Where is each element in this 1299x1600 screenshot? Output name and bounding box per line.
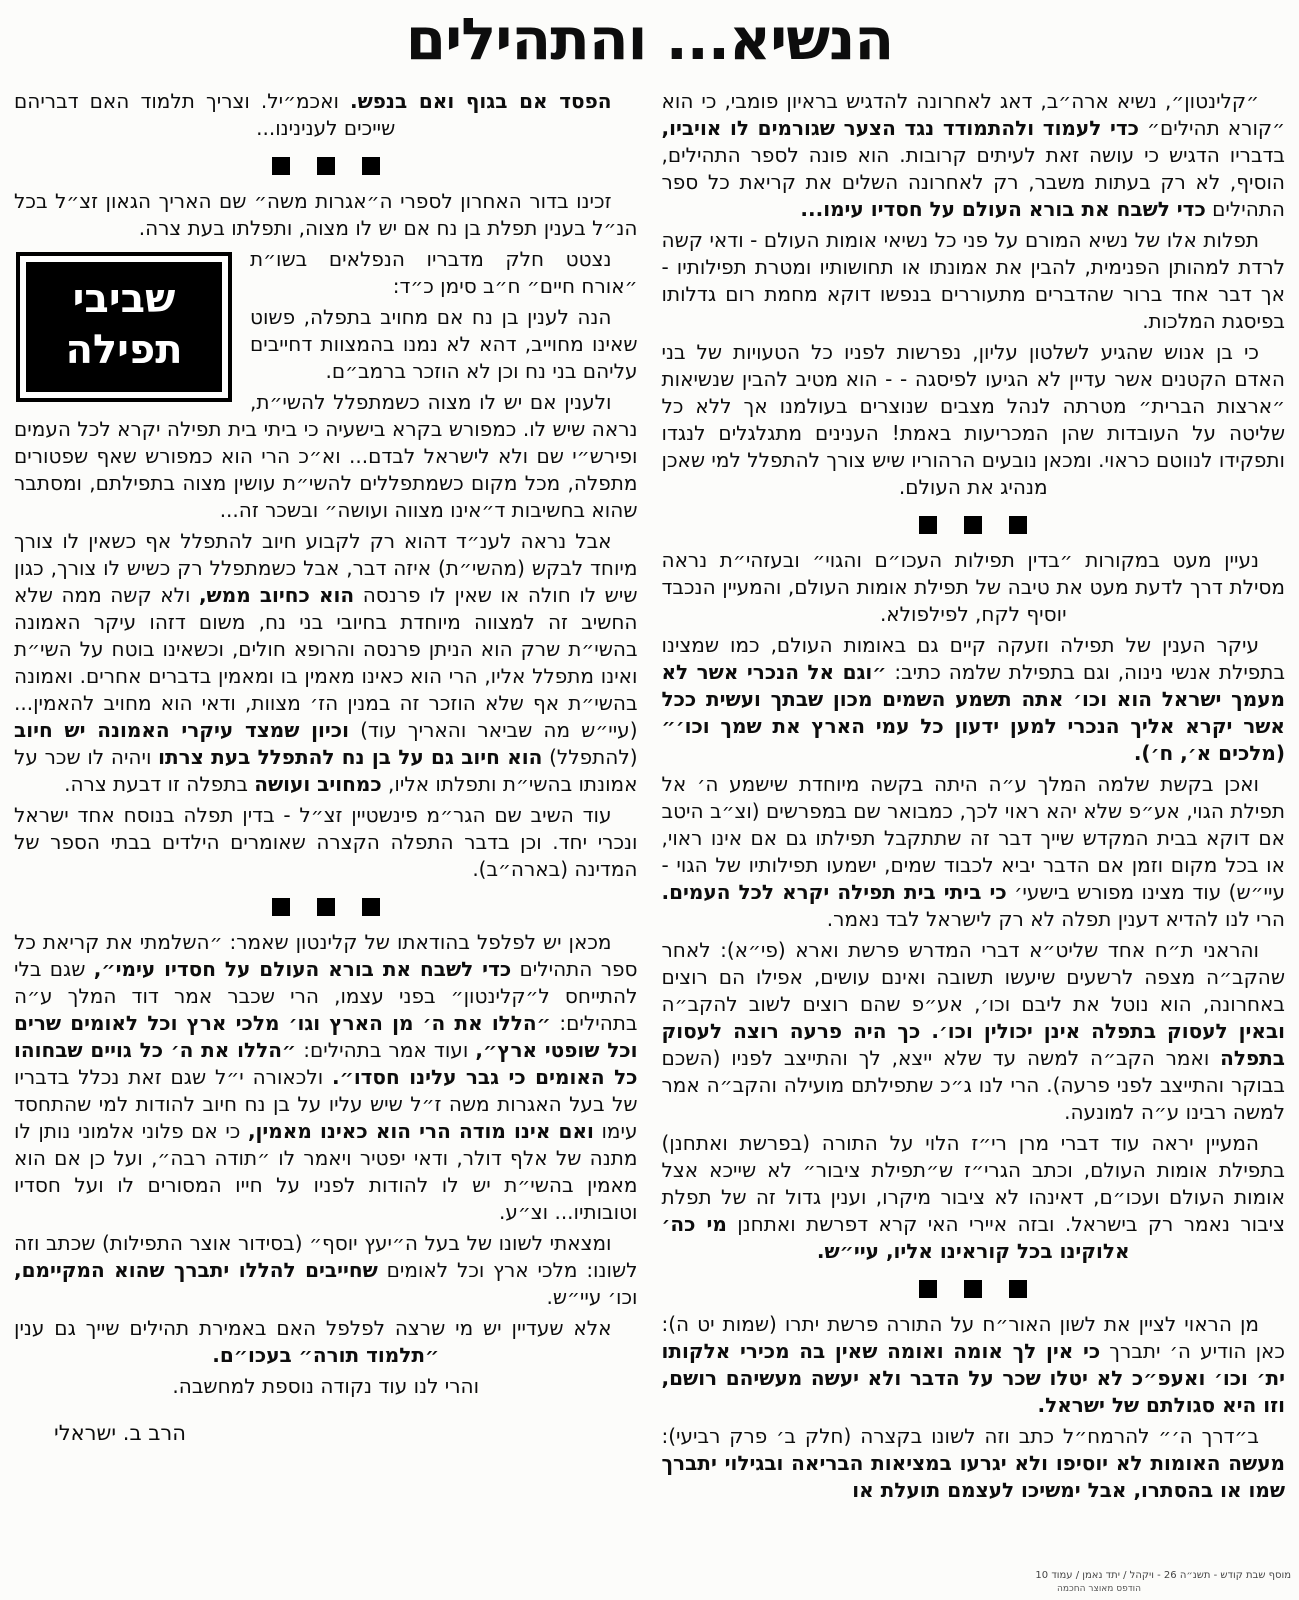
text-run: ולענין אם יש לו מצוה כשמתפלל להשי״ת, נראה שיש לו. כמפורש בקרא בישעיה כי ביתי בית תפילה יקרא לכל העמים ופירש״י שם ולא לישראל לבדם... וא״כ הרי הוא כמפורש שאף שפטורים מתפלה, מכל מקום כשמתפללים להשי״ת עושין מצוה בתפילתם, ומסתבר שהוא בחשיבות ד״אינו מצווה ועושה״ ובשכר זה...	[14, 389, 638, 522]
text-run: ״קלינטון״, נשיא ארה״ב, דאג לאחרונה להדגיש בראיון פומבי, כי הוא ״קורא תהילים״	[661, 88, 1285, 140]
text-run: ועוד אמר בתהילים:	[296, 1037, 476, 1062]
separator-square-icon	[1009, 516, 1027, 534]
bold-text-run: ובאין לעסוק בתפלה אינן יכולין וכו׳. כך היה פרעה רוצה לעסוק בתפלה	[661, 1018, 1285, 1070]
article-paragraph	[662, 88, 1286, 223]
separator-square-icon	[919, 516, 937, 534]
text-run: ב״דרך ה׳״ להרמח״ל כתב וזה לשונו בקצרה (חלק ב׳ פרק רביעי):	[661, 1423, 1259, 1448]
text-run: ויהיה לו שכר על אמונתו בהשי״ת ותפלתו אליו,	[14, 744, 638, 796]
footer-citation: מוסף שבת קודש - תשנ״ה 26 - ויקהל / יתד נאמן / עמוד 10	[1035, 1570, 1291, 1582]
page-footer	[1035, 1569, 1291, 1595]
bold-text-run: ״תלמוד תורה״ בעכו״ם.	[212, 1342, 440, 1367]
page-title: הנשיא... והתהילים	[405, 5, 894, 73]
separator-square-icon	[362, 157, 380, 175]
section-separator	[14, 898, 638, 916]
text-run: המעיין יראה עוד דברי מרן רי״ז הלוי על התורה (בפרשת ואתחנן) בתפילת אומות העולם, וכתב הגרי״ז ש״תפילת ציבור״ לא שייכא אצל אומות העולם ועכו״ם, דאינהו לא ציבור מיקרו, וענין גדול זה של תפלת ציבור נאמר רק בישראל. ובזה איירי האי קרא דפרשת ואתחנן	[661, 1130, 1285, 1236]
text-run: מן הראוי לציין את לשון האור״ח על התורה פרשת יתרו (שמות יט ה): כאן הודיע ה׳ יתברך	[661, 1311, 1285, 1363]
separator-square-icon	[272, 898, 290, 916]
text-run: אבל נראה לענ״ד דהוא רק לקבוע חיוב להתפלל אף כשאין לו צורך מיוחד לבקש (מהשי״ת) איזה דבר, אבל כשמתפלל רק כשיש לו צורך, כגון שיש לו חולה או שאין לו פרנסה	[14, 528, 638, 607]
text-run: (להתפלל)	[542, 744, 638, 769]
bold-text-run: כדי לשבח את בורא העולם על חסדיו עימי״,	[93, 956, 512, 981]
text-run: הרי לנו להדיא דענין תפלה לא רק לישראל לבד נאמר.	[826, 906, 1285, 931]
text-run: ולא קשה ממה שלא החשיב זה למצווה מיוחדת בחיובי בני נח, משום דזהו עיקר האמונה בהשי״ת שרק הוא הניתן פרנסה והרופא חולים, וכשאינו בוטח על השי״ת ואינו מתפלל אליו, הרי הוא כאינו מאמין בו ומאמין בדברים אחרים. ואמונה בהשי״ת אף שלא הוזכר זה במנין הז׳ מצוות, ודאי הוא מחויב להאמין... (עיי״ש מה שביאר והאריך עוד)	[14, 582, 638, 742]
article-paragraph	[662, 227, 1286, 335]
article-paragraph	[662, 547, 1286, 628]
shivivei-tefilla-box	[16, 252, 232, 402]
bold-text-run: ואם אינו מודה הרי הוא כאינו מאמין,	[247, 1118, 594, 1143]
text-run: וכו׳ עיי״ש.	[546, 1284, 638, 1309]
article-paragraph	[14, 528, 638, 798]
section-separator	[14, 157, 638, 175]
bold-text-run: מי כה׳ אלוקינו בכל קוראינו אליו, עיי״ש.	[661, 1211, 1130, 1263]
separator-square-icon	[919, 1280, 937, 1298]
text-run: זכינו בדור האחרון לספרי ה״אגרות משה״ שם האריך הגאון זצ״ל בכל הנ״ל בענין תפלת בן נח אם יש לו מצוה, ותפלתו בעת צרה.	[14, 188, 638, 240]
article-paragraph	[662, 632, 1286, 767]
text-run: תפלות אלו של נשיא המורם על פני כל נשיאי אומות העולם - ודאי קשה לרדת למהותן הפנימית, להבין את אמונתו או תחושותיו ומטרת תפילותיו - אך דבר אחד ברור שהדברים מתעוררים בנפשו דוקא מחמת רום גדלותו בפיסגת המלכות.	[661, 227, 1285, 333]
box-label-line: שביבי	[72, 275, 176, 322]
article-paragraph	[662, 1130, 1286, 1265]
bold-text-run: מעשה האומות לא יוסיפו ולא יגרעו במציאות הבריאה ובגילוי יתברך שמו או בהסתרו, אבל ימשיכו לעצמם תועלת או	[661, 1450, 1285, 1502]
bold-text-run: ״הללו את ה׳ מן הארץ וגו׳ מלכי ארץ וכל לאומים שרים וכל שופטי ארץ״,	[14, 1010, 638, 1062]
separator-square-icon	[964, 1280, 982, 1298]
text-run: עיקר הענין של תפילה וזעקה קיים גם באומות העולם, כמו שמצינו בתפילת אנשי נינוה, וגם בתפילת שלמה כתיב:	[661, 632, 1285, 684]
bold-text-run: כי ביתי בית תפילה יקרא לכל העמים.	[661, 879, 1007, 904]
text-run: בדבריו הדגיש כי עושה זאת לעיתים קרובות. הוא פונה לספר התהילים, הוסיף, לא רק בעתות משבר, רק לאחרונה השלים את קריאת כל ספר התהילים	[661, 142, 1285, 221]
author-signature: הרב ב. ישראלי	[54, 1420, 186, 1445]
bold-text-run: הוא חיוב גם על בן נח להתפלל בעת צרתו	[158, 744, 543, 769]
bold-text-run: הוא כחיוב ממש,	[198, 582, 355, 607]
text-run: והראני ת״ח אחד שליט״א דברי המדרש פרשת וארא (פי״א): לאחר שהקב״ה מצפה לרשעים שיעשו תשובה ואינם עושים, אפילו הם רוצים באחרונה, הוא נוטל את ליבם וכו׳, אע״פ שהם רוצים לשוב להקב״ה	[661, 937, 1285, 1016]
text-run: אלא שעדיין יש מי שרצה לפלפל האם באמירת תהילים שייך גם ענין	[14, 1315, 612, 1340]
bold-text-run: כדי לעמוד ולהתמודד נגד הצער שגורמים לו אויביו,	[661, 115, 1139, 140]
text-run: ולכאורה י״ל שגם זאת נכלל בדבריו של בעל האגרות משה ז״ל שיש עליו על בן נח חיוב להודות למי שהתחסד עימו	[14, 1064, 638, 1143]
separator-square-icon	[317, 898, 335, 916]
article-paragraph	[662, 771, 1286, 933]
bold-text-run: כמחויב ועושה	[254, 771, 382, 796]
section-separator	[662, 1280, 1286, 1298]
article-paragraph	[662, 1311, 1286, 1419]
text-run: ואכמ״יל. וצריך תלמוד האם דבריהם שייכים לענינינו...	[14, 88, 396, 140]
text-run: ואמר הקב״ה למשה עד שלא ייצא, לך והתייצב לפניו (השכם בבוקר והתייצב לפני פרעה). הרי לנו ג״כ שתפילתם מועילה והקב״ה אמר למשה רבינו ע״ה למונעה.	[661, 1045, 1285, 1124]
separator-square-icon	[362, 898, 380, 916]
bold-text-run: ״הללו את ה׳ כל גויים שבחוהו כל האומים כי גבר עלינו חסדו״.	[14, 1037, 638, 1089]
text-run: נצטט חלק מדבריו הנפלאים בשו״ת ״אורח חיים״ ח״ב סימן כ״ד:	[250, 246, 638, 298]
text-run: שגם בלי להתייחס ל״קלינטון״ בפני עצמו, הרי שכבר אמר דוד המלך ע״ה בתהילים:	[14, 956, 638, 1035]
text-run: הנה לענין בן נח אם מחויב בתפלה, פשוט שאינו מחוייב, דהא לא נמנו בהמצוות דחייבים עליהם בני נח וכן לא הוזכר ברמב״ם.	[250, 304, 638, 383]
text-run: כי בן אנוש שהגיע לשלטון עליון, נפרשות לפניו כל הטעויות של בני האדם הקטנים אשר עדיין לא הגיעו לפיסגה - - הוא מטיב להבין שנשיאות ״ארצות הברית״ מטרתה לנהל מצבים שנוצרים בעולמנו אך ללא כל שליטה על העובדות שהן המכריעות באמת! הענינים מתגלגלים לנגדו ותפקידו לנווטם כראוי. ומכאן נובעים הרהוריו שיש צורך להתפלל למי שאכן מנהיג את העולם.	[661, 339, 1285, 499]
article-paragraph	[14, 1315, 638, 1369]
article-paragraph	[662, 937, 1286, 1126]
bold-text-run: וכיון שמצד עיקרי האמונה יש חיוב	[14, 717, 349, 742]
bold-text-run: שחייבים להללו יתברך שהוא המקיימם,	[14, 1257, 378, 1282]
article-paragraph	[14, 188, 638, 242]
bold-text-run: הפסד אם בגוף ואם בנפש.	[350, 88, 612, 113]
article-paragraph	[662, 339, 1286, 501]
column-left	[14, 88, 638, 1451]
text-run: בתפלה זו דבעת צרה.	[64, 771, 255, 796]
bold-text-run: ״וגם אל הנכרי אשר לא מעמך ישראל הוא וכו׳ אתה תשמע השמים מכון שבתך ועשית ככל אשר יקרא אליך הנכרי למען ידעון כל עמי הארץ את שמך וכו׳״ (מלכים א׳, ח׳).	[661, 659, 1285, 765]
article-paragraph	[14, 1373, 638, 1400]
column-right	[662, 88, 1286, 1508]
separator-square-icon	[1009, 1280, 1027, 1298]
text-run: כי אם פלוני אלמוני נותן לו מתנה של אלף דולר, ודאי יפטיר ויאמר לו ״תודה רבה״, ועל כן אם הוא מאמין בהשי״ת יש לו להודות לפניו על חייו המסורים לו ועל חסדיו וטובותיו... וצ״ע.	[14, 1118, 638, 1224]
separator-square-icon	[317, 157, 335, 175]
article-paragraph	[14, 389, 638, 524]
text-run: והרי לנו עוד נקודה נוספת למחשבה.	[172, 1373, 480, 1398]
text-run: מכאן יש לפלפל בהודאתו של קלינטון שאמר: ״השלמתי את קריאת כל ספר התהילים	[14, 929, 638, 981]
article-paragraph	[14, 929, 638, 1226]
article-columns	[14, 88, 1285, 1508]
article-paragraph	[14, 802, 638, 883]
text-run: ומצאתי לשונו של בעל ה״יעץ יוסף״ (בסידור אוצר התפילות) שכתב וזה לשונו: מלכי ארץ וכל לאומים	[14, 1230, 638, 1282]
article-paragraph	[14, 88, 638, 142]
section-separator	[662, 516, 1286, 534]
shivivei-tefilla-label	[26, 262, 222, 392]
separator-square-icon	[964, 516, 982, 534]
separator-square-icon	[272, 157, 290, 175]
text-run: ואכן בקשת שלמה המלך ע״ה היתה בקשה מיוחדת שישמע ה׳ אל תפילת הגוי, אע״פ שלא יהא ראוי לכך, כמבואר שם במפרשים (וצ״ב היטב אם דוקא בבית המקדש שייך דבר זה שתתקבל תפילתו גם אם אינו ראוי, או בכל מקום וזמן אם הדבר יביא לכבוד שמים, ישמעו תפילותיו של הגוי - עיי״ש) עוד מצינו מפורש בישעי׳	[661, 771, 1285, 904]
article-paragraph	[14, 1230, 638, 1311]
bold-text-run: כדי לשבח את בורא העולם על חסדיו עימו...	[800, 196, 1206, 221]
article-paragraph	[662, 1423, 1286, 1504]
box-label-line: תפילה	[65, 326, 183, 373]
bold-text-run: כי אין לך אומה ואומה שאין בה מכירי אלקותו ית׳ וכו׳ ואעפ״כ לא יטלו שכר על הדבר ולא יעשה מעשיהם רושם, וזו היא סגולתם של ישראל.	[661, 1338, 1285, 1417]
footer-watermark: הודפס מאוצר החכמה	[1057, 1583, 1141, 1594]
text-run: נעיין מעט במקורות ״בדין תפילות העכו״ם והגוי״ ובעזהי״ת נראה מסילת דרך לדעת מעט את טיבה של תפילת אומות העולם, והמעיין הנכבד יוסיף לקח, לפילפולא.	[661, 547, 1285, 626]
text-run: עוד השיב שם הגר״מ פינשטיין זצ״ל - בדין תפלה בנוסח אחד ישראל ונכרי יחד. וכן בדבר התפלה הקצרה שאומרים הילדים בבתי הספר של המדינה (בארה״ב).	[14, 802, 638, 881]
